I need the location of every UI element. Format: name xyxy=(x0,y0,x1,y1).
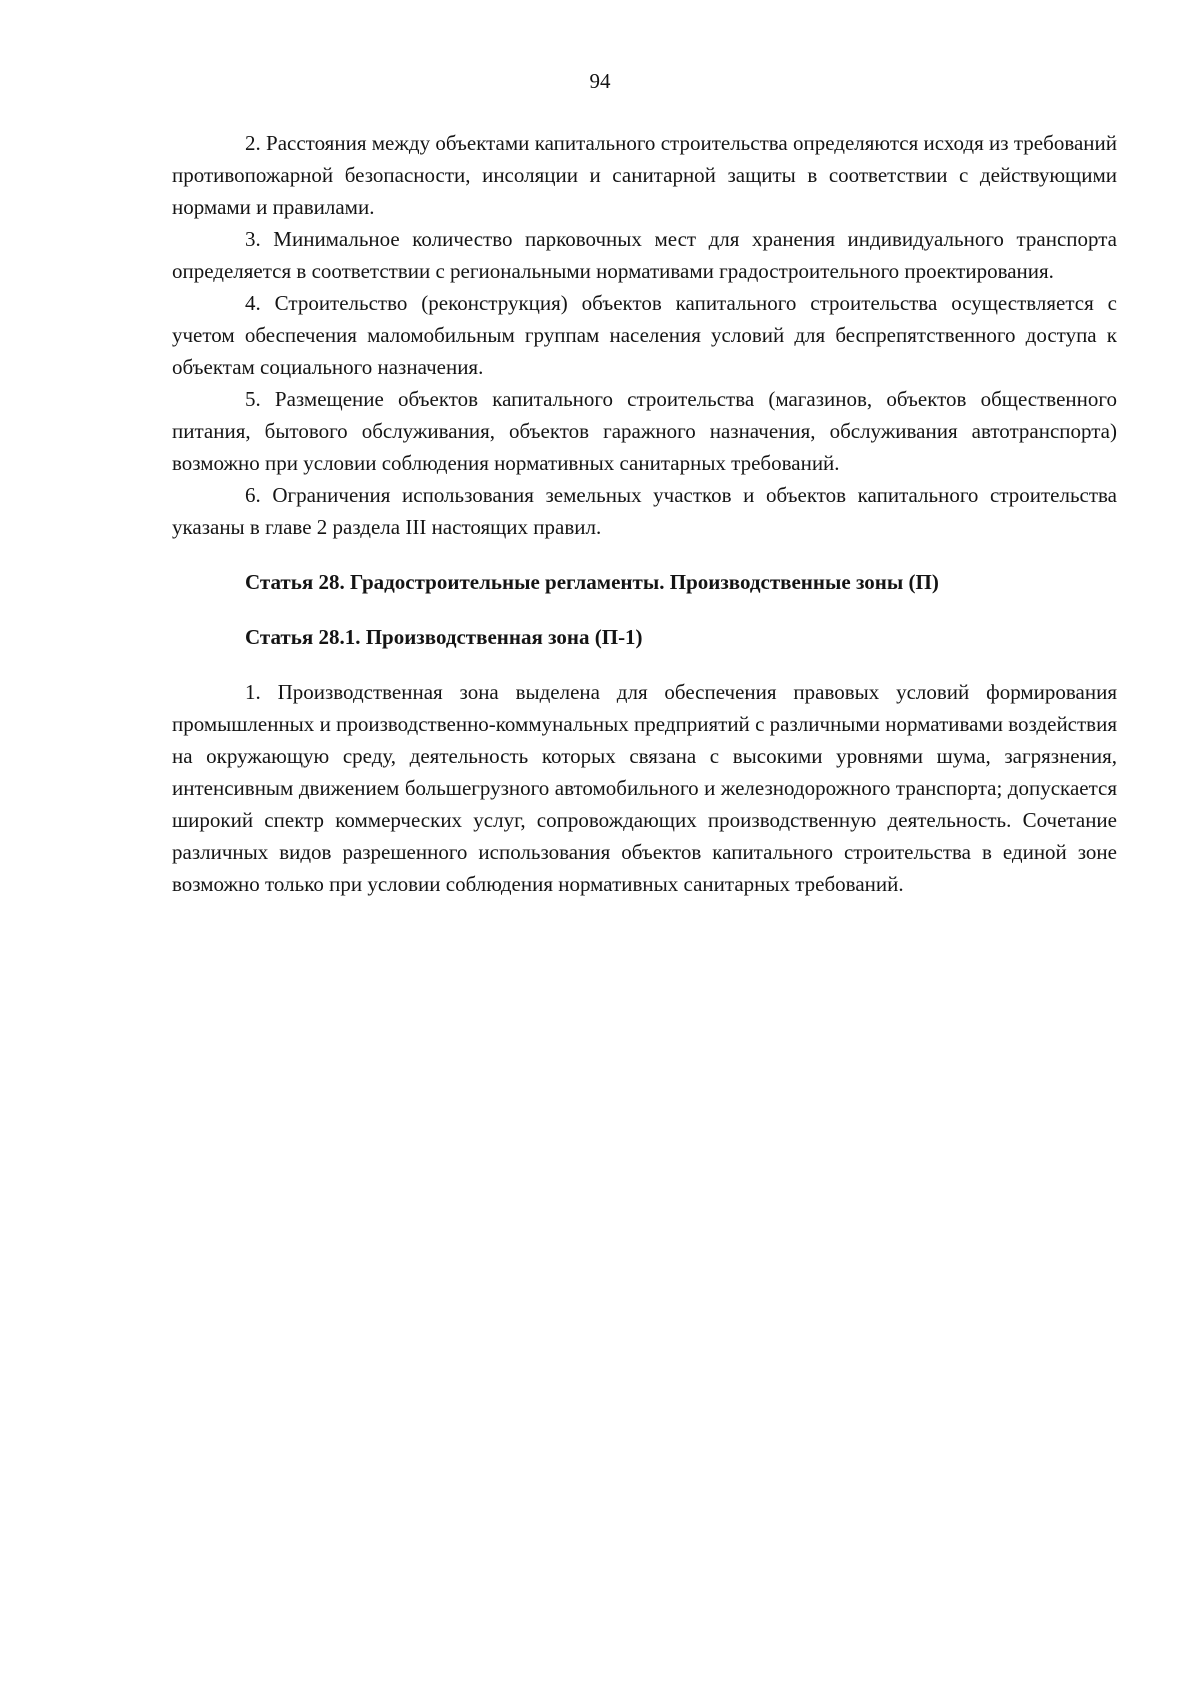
paragraph-4: 4. Строительство (реконструкция) объектов капитального строительства осуществляется с учетом обеспечения маломобильным группам населения условий для беспрепятственного доступа к объектам социального назначения. xyxy=(172,291,1117,379)
paragraph-3: 3. Минимальное количество парковочных мест для хранения индивидуального транспорта определяется в соответствии с региональными нормативами градостроительного проектирования. xyxy=(172,227,1117,283)
paragraph-2: 2. Расстояния между объектами капитального строительства определяются исходя из требований противопожарной безопасности, инсоляции и санитарной защиты в соответствии с действующими нормами и правилами. xyxy=(172,131,1117,219)
document-body xyxy=(172,127,1117,900)
article-28-1-paragraph-1: 1. Производственная зона выделена для обеспечения правовых условий формирования промышленных и производственно-коммунальных предприятий с различными нормативами воздействия на окружающую среду, деятельность которых связана с высокими уровнями шума, загрязнения, интенсивным движением большегрузного автомобильного и железнодорожного транспорта; допускается широкий спектр коммерческих услуг, сопровождающих производственную деятельность. Сочетание различных видов разрешенного использования объектов капитального строительства в единой зоне возможно только при условии соблюдения нормативных санитарных требований. xyxy=(172,680,1117,896)
article-28-heading: Статья 28. Градостроительные регламенты. Производственные зоны (П) xyxy=(245,570,939,594)
paragraph-5: 5. Размещение объектов капитального строительства (магазинов, объектов общественного питания, бытового обслуживания, объектов гаражного назначения, обслуживания автотранспорта) возможно при условии соблюдения нормативных санитарных требований. xyxy=(172,387,1117,475)
page-number: 94 xyxy=(589,69,611,93)
paragraph-6: 6. Ограничения использования земельных участков и объектов капитального строительства указаны в главе 2 раздела III настоящих правил. xyxy=(172,483,1117,539)
article-28-1-heading: Статья 28.1. Производственная зона (П-1) xyxy=(245,625,643,649)
